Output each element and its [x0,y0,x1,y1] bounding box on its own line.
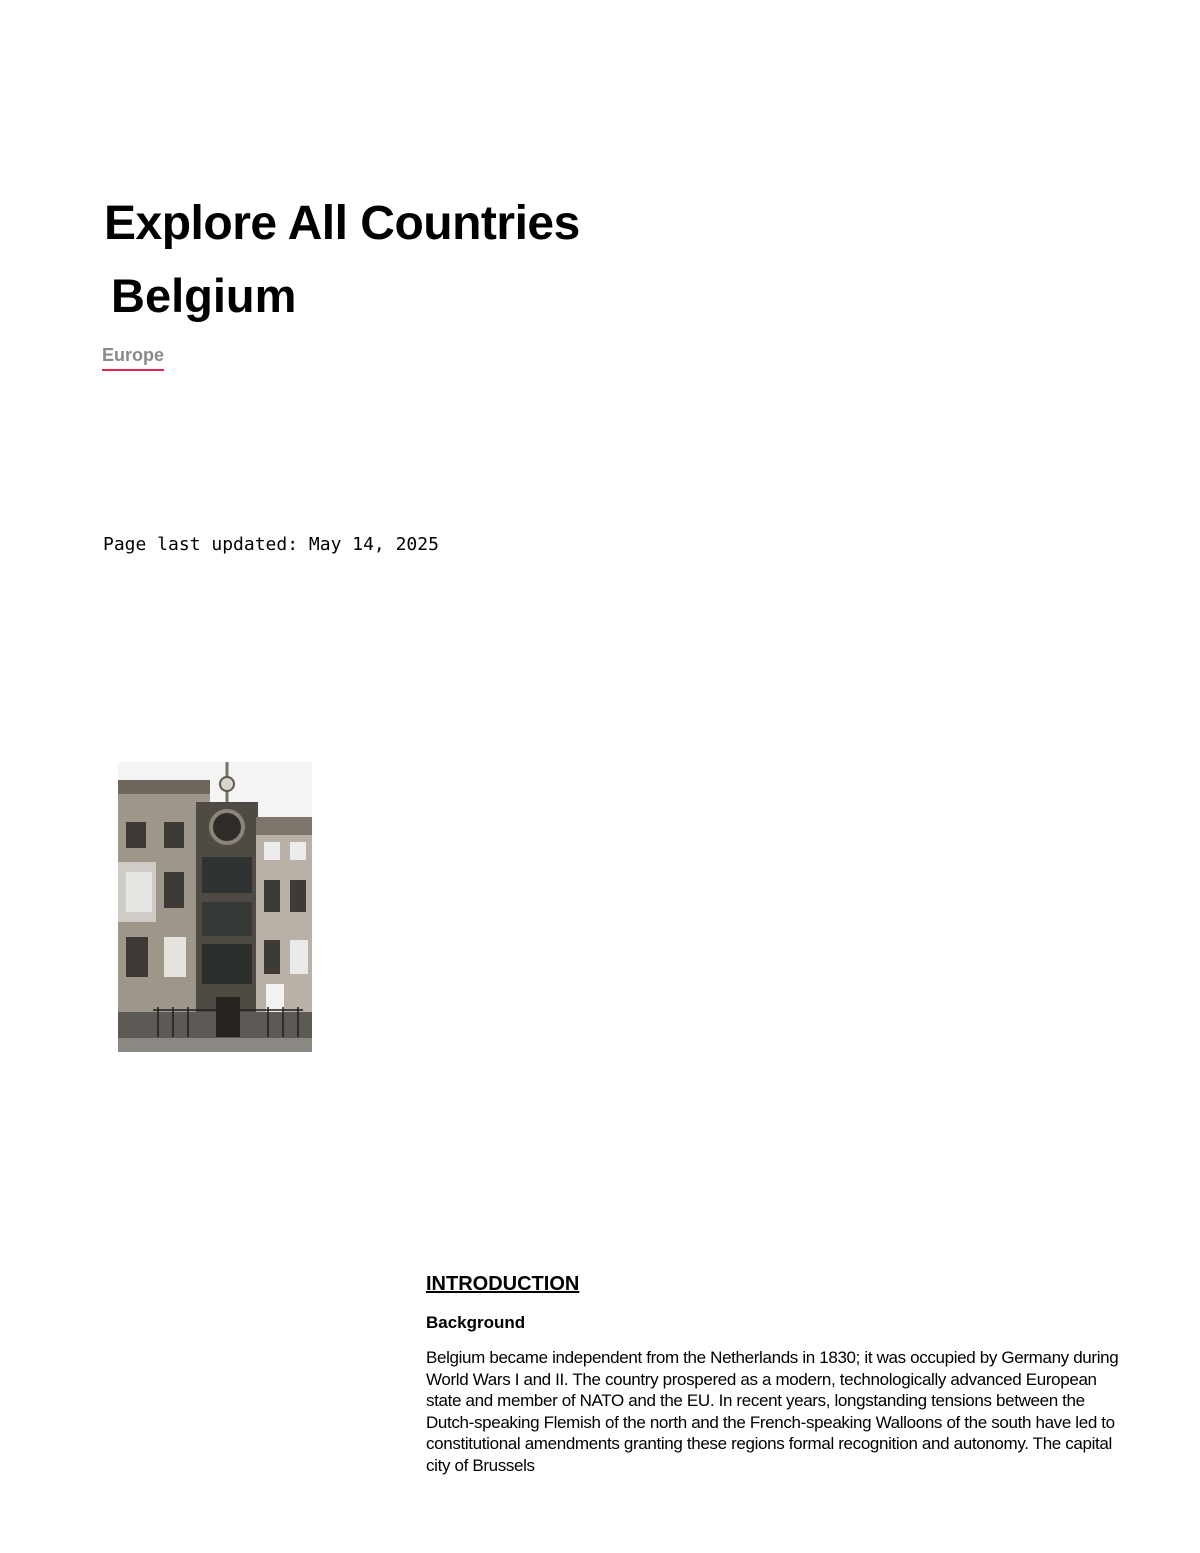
background-subheading: Background [426,1313,526,1332]
background-paragraph: Belgium became independent from the Netherlands in 1830; it was occupied by Germany during World Wars I and II. The country prospered as a modern, technologically advanced European state and member of NATO and the EU. In recent years, longstanding tensions between the Dutch-speaking Flemish of the north and the French-speaking Walloons of the south have led to constitutional amendments granting these regions formal recognition and autonomy. The capital city of Brussels [426,1348,1119,1475]
region-link-europe[interactable]: Europe [102,344,164,371]
country-photo [118,762,312,1052]
page-title: Explore All Countries [104,197,580,250]
country-name: Belgium [111,269,297,322]
introduction-heading[interactable]: INTRODUCTION [426,1273,580,1295]
introduction-section [426,1270,1126,1476]
last-updated-date: Page last updated: May 14, 2025 [103,534,439,555]
